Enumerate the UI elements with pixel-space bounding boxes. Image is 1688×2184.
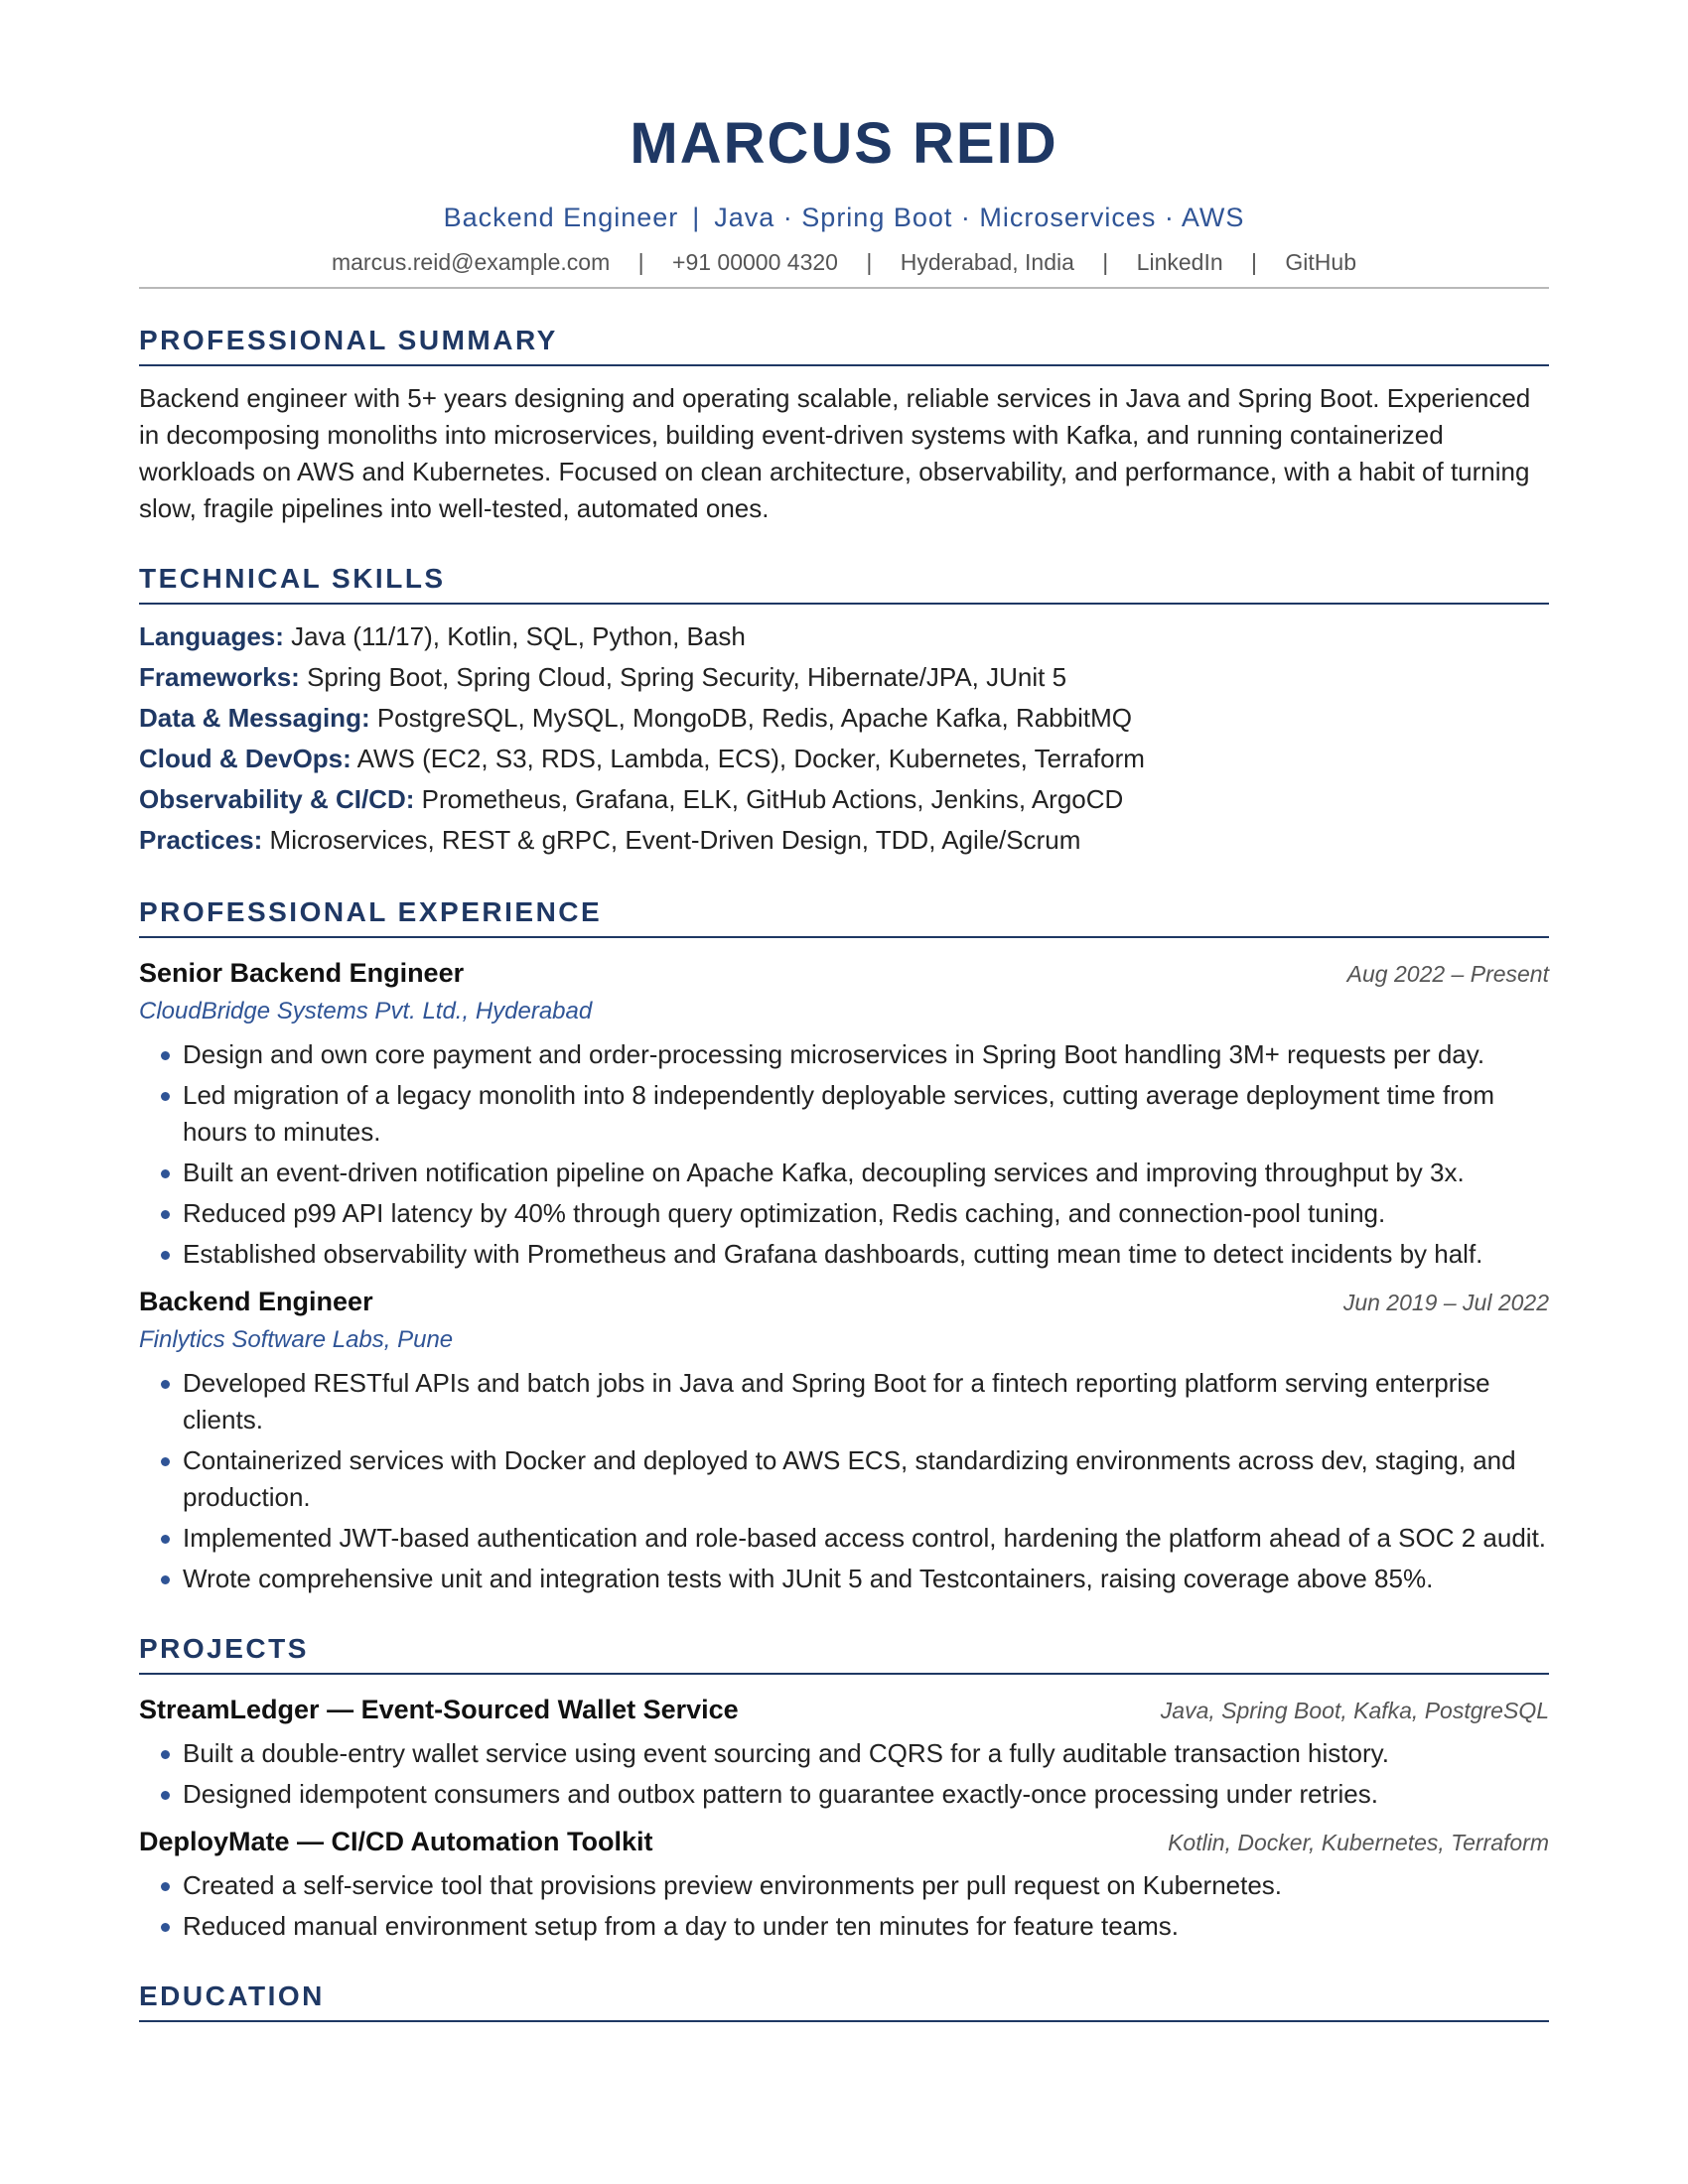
- skill-value: Spring Boot, Spring Cloud, Spring Security, Hibernate/JPA, JUnit 5: [307, 662, 1067, 692]
- contact-separator: |: [866, 249, 873, 275]
- bullet-text: Created a self-service tool that provisions preview environments per pull request on Kubernetes.: [183, 1870, 1283, 1900]
- education-section: [139, 1979, 1549, 2022]
- skill-value: Microservices, REST & gRPC, Event-Driven Design, TDD, Agile/Scrum: [269, 825, 1081, 855]
- project-tech: Kotlin, Docker, Kubernetes, Terraform: [1168, 1830, 1549, 1855]
- bullet-icon: [161, 1051, 170, 1060]
- bullet-item: [139, 1776, 1549, 1813]
- job-header: [139, 954, 1549, 993]
- bullet-item: [139, 1077, 1549, 1151]
- resume-header: [139, 104, 1549, 289]
- skill-row: [139, 657, 1549, 698]
- bullet-icon: [161, 1457, 170, 1466]
- bullet-text: Established observability with Prometheus and Grafana dashboards, cutting mean time to detect incidents by half.: [183, 1239, 1483, 1269]
- candidate-name: MARCUS REID: [630, 111, 1058, 176]
- job-bullets: [139, 1365, 1549, 1597]
- bullet-item: [139, 1867, 1549, 1904]
- bullet-text: Led migration of a legacy monolith into 8 independently deployable services, cutting average deployment time from hours to minutes.: [183, 1080, 1494, 1147]
- job-dates: Jun 2019 – Jul 2022: [1342, 1290, 1549, 1315]
- linkedin-link[interactable]: LinkedIn: [1136, 249, 1223, 275]
- project-title: StreamLedger — Event-Sourced Wallet Service: [139, 1695, 739, 1724]
- bullet-icon: [161, 1535, 170, 1544]
- bullet-text: Reduced p99 API latency by 40% through query optimization, Redis caching, and connection-pool tuning.: [183, 1198, 1386, 1228]
- tagline-separator: |: [692, 203, 701, 232]
- skill-value: PostgreSQL, MySQL, MongoDB, Redis, Apache Kafka, RabbitMQ: [376, 703, 1132, 733]
- project-entry: [139, 1691, 1549, 1813]
- bullet-text: Designed idempotent consumers and outbox pattern to guarantee exactly-once processing under retries.: [183, 1779, 1378, 1809]
- job-header: [139, 1283, 1549, 1321]
- project-header: [139, 1823, 1549, 1861]
- bullet-text: Implemented JWT-based authentication and role-based access control, hardening the platform ahead of a SOC 2 audit.: [183, 1523, 1547, 1553]
- bullet-item: [139, 1735, 1549, 1772]
- github-link[interactable]: GitHub: [1285, 249, 1356, 275]
- section-heading-summary: PROFESSIONAL SUMMARY: [139, 323, 1549, 366]
- skill-label: Cloud & DevOps:: [139, 744, 352, 773]
- tagline: [139, 200, 1549, 235]
- contact-separator: |: [1251, 249, 1258, 275]
- bullet-icon: [161, 1750, 170, 1759]
- bullet-item: [139, 1036, 1549, 1073]
- skills-list: [139, 616, 1549, 861]
- header-divider: [139, 287, 1549, 289]
- bullet-icon: [161, 1923, 170, 1932]
- phone-number: +91 00000 4320: [672, 249, 838, 275]
- summary-section: [139, 323, 1549, 527]
- skill-row: [139, 779, 1549, 820]
- bullet-icon: [161, 1791, 170, 1800]
- project-title: DeployMate — CI/CD Automation Toolkit: [139, 1827, 653, 1856]
- job-company: Finlytics Software Labs, Pune: [139, 1326, 454, 1353]
- contact-separator: |: [1102, 249, 1109, 275]
- bullet-text: Design and own core payment and order-processing microservices in Spring Boot handling 3M+ requests per day.: [183, 1039, 1485, 1069]
- bullet-item: [139, 1908, 1549, 1945]
- skill-row: [139, 820, 1549, 861]
- section-heading-education: EDUCATION: [139, 1979, 1549, 2022]
- bullet-text: Containerized services with Docker and deployed to AWS ECS, standardizing environments across dev, staging, and production.: [183, 1445, 1516, 1512]
- bullet-icon: [161, 1092, 170, 1101]
- project-header: [139, 1691, 1549, 1729]
- bullet-icon: [161, 1169, 170, 1178]
- bullet-icon: [161, 1210, 170, 1219]
- bullet-text: Built an event-driven notification pipeline on Apache Kafka, decoupling services and improving throughput by 3x.: [183, 1158, 1465, 1187]
- project-bullets: [139, 1735, 1549, 1813]
- job-title: Backend Engineer: [139, 1287, 373, 1316]
- job-dates: Aug 2022 – Present: [1346, 961, 1549, 987]
- bullet-icon: [161, 1251, 170, 1260]
- bullet-item: [139, 1561, 1549, 1597]
- job-entry: [139, 1283, 1549, 1597]
- skill-label: Practices:: [139, 825, 263, 855]
- skill-label: Frameworks:: [139, 662, 300, 692]
- skills-section: [139, 561, 1549, 861]
- tech-stack: Java · Spring Boot · Microservices · AWS: [714, 203, 1245, 232]
- summary-text: Backend engineer with 5+ years designing and operating scalable, reliable services in Java and Spring Boot. Experienced in decomposing monoliths into microservices, building event-driven systems with Kafka, and running containerized workloads on AWS and Kubernetes. Focused on clean architecture, observability, and performance, with a habit of turning slow, fragile pipelines into well-tested, automated ones.: [139, 383, 1531, 523]
- section-heading-skills: TECHNICAL SKILLS: [139, 561, 1549, 605]
- contact-line: [139, 247, 1549, 277]
- bullet-icon: [161, 1380, 170, 1389]
- project-entry: [139, 1823, 1549, 1945]
- job-bullets: [139, 1036, 1549, 1273]
- bullet-item: [139, 1365, 1549, 1438]
- role-title: Backend Engineer: [443, 203, 679, 232]
- job-title: Senior Backend Engineer: [139, 958, 465, 988]
- contact-separator: |: [637, 249, 644, 275]
- bullet-item: [139, 1155, 1549, 1191]
- bullet-text: Developed RESTful APIs and batch jobs in Java and Spring Boot for a fintech reporting platform serving enterprise clients.: [183, 1368, 1490, 1434]
- job-company: CloudBridge Systems Pvt. Ltd., Hyderabad: [139, 998, 593, 1024]
- bullet-item: [139, 1520, 1549, 1557]
- skill-value: Prometheus, Grafana, ELK, GitHub Actions, Jenkins, ArgoCD: [421, 784, 1124, 814]
- project-bullets: [139, 1867, 1549, 1945]
- bullet-item: [139, 1442, 1549, 1516]
- skill-label: Data & Messaging:: [139, 703, 370, 733]
- skill-label: Languages:: [139, 621, 284, 651]
- section-heading-experience: PROFESSIONAL EXPERIENCE: [139, 894, 1549, 938]
- bullet-item: [139, 1236, 1549, 1273]
- skill-value: Java (11/17), Kotlin, SQL, Python, Bash: [291, 621, 746, 651]
- bullet-item: [139, 1195, 1549, 1232]
- email-link[interactable]: marcus.reid@example.com: [331, 249, 611, 275]
- project-tech: Java, Spring Boot, Kafka, PostgreSQL: [1160, 1698, 1549, 1723]
- skill-value: AWS (EC2, S3, RDS, Lambda, ECS), Docker, Kubernetes, Terraform: [356, 744, 1145, 773]
- skill-row: [139, 616, 1549, 657]
- bullet-text: Built a double-entry wallet service using event sourcing and CQRS for a fully auditable transaction history.: [183, 1738, 1389, 1768]
- location: Hyderabad, India: [900, 249, 1074, 275]
- bullet-text: Wrote comprehensive unit and integration tests with JUnit 5 and Testcontainers, raising coverage above 85%.: [183, 1564, 1434, 1593]
- experience-section: [139, 894, 1549, 1597]
- job-entry: [139, 954, 1549, 1273]
- bullet-text: Reduced manual environment setup from a day to under ten minutes for feature teams.: [183, 1911, 1179, 1941]
- skill-row: [139, 698, 1549, 739]
- skill-row: [139, 739, 1549, 779]
- projects-section: [139, 1631, 1549, 1945]
- bullet-icon: [161, 1882, 170, 1891]
- skill-label: Observability & CI/CD:: [139, 784, 415, 814]
- section-heading-projects: PROJECTS: [139, 1631, 1549, 1675]
- bullet-icon: [161, 1575, 170, 1584]
